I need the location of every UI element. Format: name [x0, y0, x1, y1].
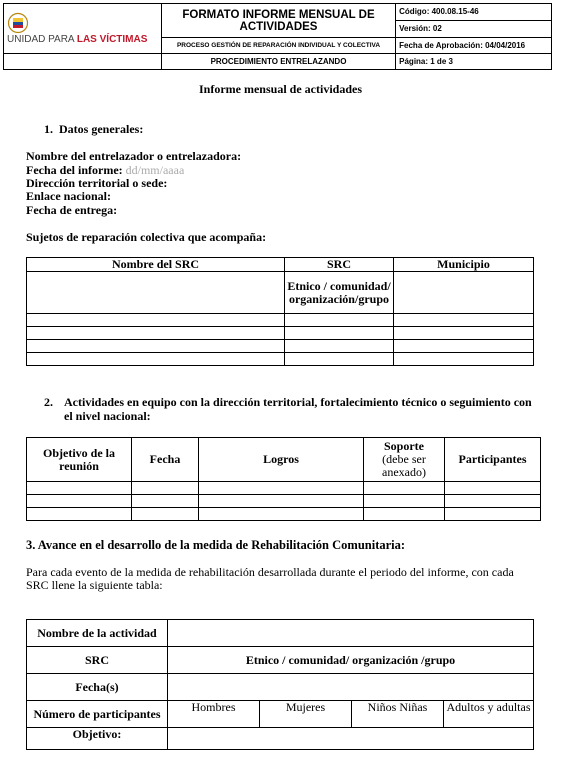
table-cell[interactable] [394, 327, 534, 340]
table-cell[interactable] [27, 353, 285, 366]
table-cell[interactable] [285, 340, 394, 353]
table-cell[interactable] [199, 482, 364, 495]
field-delivery-date: Fecha de entrega: [26, 203, 118, 217]
table-cell[interactable] [364, 495, 445, 508]
table-cell[interactable] [27, 508, 132, 521]
table-cell[interactable] [132, 508, 199, 521]
col-name-src: Nombre del SRC [27, 258, 285, 272]
row-objective-label: Objetivo: [27, 728, 168, 750]
table-cell[interactable] [445, 508, 541, 521]
activity-value[interactable] [168, 620, 534, 647]
src-table [26, 257, 534, 366]
page-number: Página: 1 de 3 [396, 54, 552, 70]
field-name: Nombre del entrelazador o entrelazadora: [26, 149, 242, 163]
table-cell[interactable] [132, 495, 199, 508]
table-cell[interactable] [27, 495, 132, 508]
process-name: PROCESO GESTIÓN DE REPARACIÓN INDIVIDUAL Y COLECTIVA [161, 38, 395, 54]
section1-heading: 1. Datos generales: [44, 122, 144, 136]
col-ninos: Niños Niñas [352, 701, 444, 728]
table-cell[interactable] [285, 314, 394, 327]
table-cell[interactable] [364, 508, 445, 521]
row-dates-label: Fecha(s) [27, 674, 168, 701]
col-logros: Logros [199, 438, 364, 482]
table-cell[interactable] [394, 272, 534, 314]
col-src-sub: Etnico / comunidad/ organización/grupo [285, 272, 394, 314]
rehab-table [26, 619, 534, 750]
section3-intro: Para cada evento de la medida de rehabilitación desarrollada durante el periodo del informe, con cada SRC llene la siguiente tabla: [26, 565, 514, 592]
table-cell[interactable] [27, 482, 132, 495]
approval-date: Fecha de Aprobación: 04/04/2016 [396, 38, 552, 54]
table-cell[interactable] [199, 508, 364, 521]
subjects-label: Sujetos de reparación colectiva que acompaña: [26, 230, 267, 244]
activities-table [26, 437, 541, 521]
table-cell[interactable] [285, 353, 394, 366]
field-national-link: Enlace nacional: [26, 189, 112, 203]
document-title: Informe mensual de actividades [199, 82, 362, 96]
table-cell[interactable] [394, 340, 534, 353]
logo-text: UNIDAD PARA LAS VÍCTIMAS [7, 34, 148, 45]
section2-number: 2. [44, 395, 53, 409]
field-territorial: Dirección territorial o sede: [26, 176, 168, 190]
form-title: FORMATO INFORME MENSUAL DE ACTIVIDADES [161, 4, 395, 38]
section2-heading: Actividades en equipo con la dirección territorial, fortalecimiento técnico o seguimiento con el nivel nacional: [64, 395, 532, 423]
table-cell[interactable] [285, 327, 394, 340]
col-municipio: Municipio [394, 258, 534, 272]
col-fecha: Fecha [132, 438, 199, 482]
table-cell[interactable] [394, 314, 534, 327]
section3-heading: 3. Avance en el desarrollo de la medida de Rehabilitación Comunitaria: [26, 538, 406, 552]
table-cell[interactable] [27, 314, 285, 327]
table-cell[interactable] [199, 495, 364, 508]
col-participantes: Participantes [445, 438, 541, 482]
table-cell[interactable] [364, 482, 445, 495]
table-cell[interactable] [27, 327, 285, 340]
col-mujeres: Mujeres [260, 701, 352, 728]
col-objetivo: Objetivo de la reunión [27, 438, 132, 482]
table-cell[interactable] [27, 340, 285, 353]
table-cell[interactable] [445, 482, 541, 495]
col-adultos: Adultos y adultas [444, 701, 534, 728]
table-cell[interactable] [27, 272, 285, 314]
dates-value[interactable] [168, 674, 534, 701]
coat-of-arms-icon [7, 12, 29, 34]
row-activity-label: Nombre de la actividad [27, 620, 168, 647]
procedure-name: PROCEDIMIENTO ENTRELAZANDO [161, 54, 395, 70]
document-header [3, 3, 552, 70]
row-src-value: Etnico / comunidad/ organización /grupo [168, 647, 534, 674]
table-cell[interactable] [445, 495, 541, 508]
col-hombres: Hombres [168, 701, 260, 728]
col-src: SRC [285, 258, 394, 272]
table-cell[interactable] [132, 482, 199, 495]
report-date-placeholder[interactable]: dd/mm/aaaa [125, 163, 185, 177]
row-src-label: SRC [27, 647, 168, 674]
code: Código: 400.08.15-46 Versión: 02 [396, 4, 552, 38]
col-soporte: Soporte (debe ser anexado) [364, 438, 445, 482]
field-report-date: Fecha del informe: dd/mm/aaaa [26, 163, 185, 177]
table-cell[interactable] [394, 353, 534, 366]
objective-value[interactable] [168, 728, 534, 750]
row-participants-label: Número de participantes [27, 701, 168, 728]
logo [4, 4, 162, 54]
